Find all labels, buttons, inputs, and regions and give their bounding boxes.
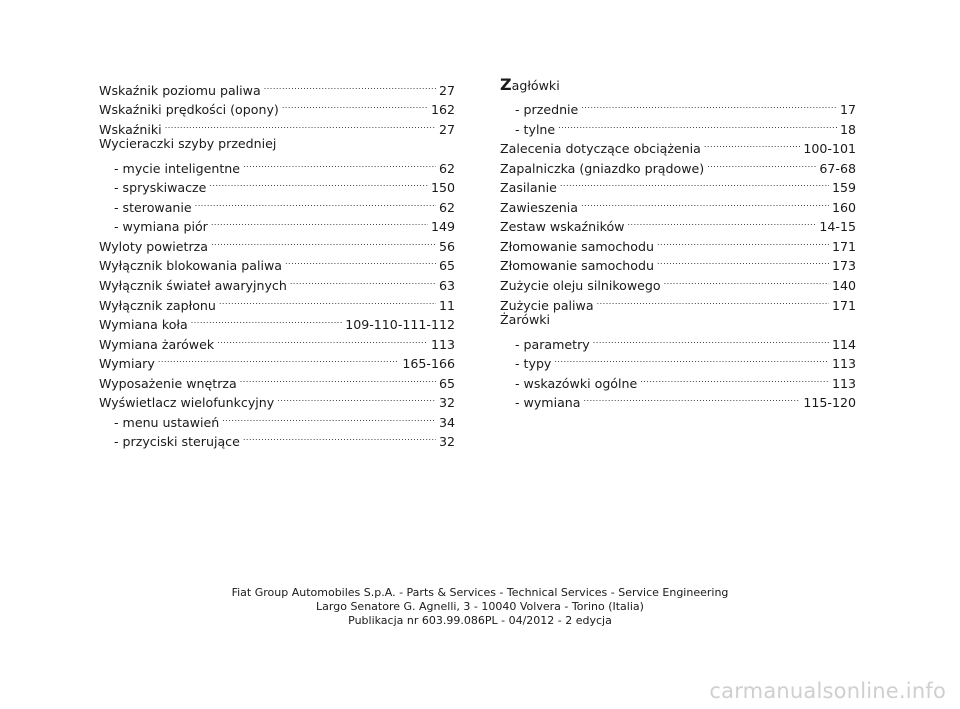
dot-leader	[211, 212, 428, 232]
entry-label: Wymiana koła	[99, 317, 188, 333]
dot-leader	[209, 173, 428, 193]
dot-leader	[664, 270, 829, 290]
index-entry	[99, 134, 455, 154]
dot-leader	[581, 192, 829, 212]
dot-leader	[581, 95, 837, 115]
section-heading-z	[500, 75, 856, 95]
entry-page-number: 165-166	[402, 356, 455, 372]
dot-leader	[640, 368, 829, 388]
index-column-left	[99, 75, 455, 450]
dot-leader	[597, 290, 829, 310]
dot-leader	[707, 153, 816, 173]
entry-page-number: 11	[438, 297, 455, 313]
entry-page-number: 114	[831, 336, 856, 352]
entry-label: Wyłącznik zapłonu	[99, 297, 216, 313]
entry-label: - wymiana	[515, 395, 581, 411]
footer-line-1: Fiat Group Automobiles S.p.A. - Parts & Services - Technical Services - Service Engineering	[231, 586, 729, 599]
entry-page-number: 162	[430, 102, 455, 118]
entry-page-number: 150	[430, 180, 455, 196]
dot-leader	[191, 310, 342, 330]
dot-leader	[628, 212, 817, 232]
watermark: carmanualsonline.info	[709, 679, 946, 703]
entry-label: - typy	[515, 356, 552, 372]
entry-page-number: 17	[839, 102, 856, 118]
dot-leader	[583, 388, 800, 408]
entry-label: - wymiana piór	[114, 219, 208, 235]
dot-leader	[560, 173, 829, 193]
entry-page-number: 34	[438, 414, 455, 430]
entry-label: Złomowanie samochodu	[500, 238, 654, 254]
index-entries-right	[500, 95, 856, 411]
entry-label: Wyloty powietrza	[99, 238, 208, 254]
entry-label: Żarówki	[500, 311, 551, 327]
entry-page-number: 65	[438, 375, 455, 391]
entry-label: - menu ustawień	[114, 414, 220, 430]
entry-label: Wyposażenie wnętrza	[99, 375, 237, 391]
entry-page-number: 14-15	[819, 219, 856, 235]
footer-line-2: Largo Senatore G. Agnelli, 3 - 10040 Volvera - Torino (Italia)	[316, 600, 644, 613]
entry-label: - przyciski sterujące	[114, 434, 240, 450]
dot-leader	[657, 251, 829, 271]
entry-page-number: 149	[430, 219, 455, 235]
entry-label: - wskazówki ogólne	[515, 375, 638, 391]
footer-line-3: Publikacja nr 603.99.086PL - 04/2012 - 2 edycja	[348, 614, 612, 627]
entry-page-number: 109-110-111-112	[345, 317, 455, 333]
entry-page-number: 113	[831, 356, 856, 372]
entry-page-number: 171	[831, 238, 856, 254]
entry-page-number: 63	[438, 278, 455, 294]
entry-page-number: 113	[430, 336, 455, 352]
publisher-footer	[0, 586, 960, 628]
entry-label: Wymiana żarówek	[99, 336, 215, 352]
entry-page-number: 32	[438, 434, 455, 450]
entry-label: Zestaw wskaźników	[500, 219, 625, 235]
entry-label: Wskaźniki	[99, 121, 162, 137]
entry-label: - mycie inteligentne	[114, 160, 240, 176]
dot-leader	[222, 407, 436, 427]
index-entry	[500, 95, 856, 118]
dot-leader	[593, 329, 829, 349]
dot-leader	[657, 231, 829, 251]
dot-leader	[290, 270, 436, 290]
entry-label: - sterowanie	[114, 199, 192, 215]
dot-leader	[243, 427, 436, 447]
dot-leader	[704, 134, 800, 154]
index-entry	[500, 368, 856, 391]
entry-label: Wyłącznik blokowania paliwa	[99, 258, 282, 274]
entry-label: - parametry	[515, 336, 590, 352]
dot-leader	[240, 368, 436, 388]
entry-page-number: 27	[438, 82, 455, 98]
entry-label: Zapalniczka (gniazdko prądowe)	[500, 160, 705, 176]
entry-label: Złomowanie samochodu	[500, 258, 654, 274]
entry-page-number: 171	[831, 297, 856, 313]
entry-label: - tylne	[515, 121, 556, 137]
dot-leader	[158, 349, 400, 369]
entry-label: Wymiary	[99, 356, 155, 372]
entry-page-number: 62	[438, 199, 455, 215]
index-column-right	[500, 75, 856, 411]
dot-leader	[282, 95, 428, 115]
dot-leader	[285, 251, 436, 271]
dot-leader	[243, 153, 436, 173]
dot-leader	[217, 329, 428, 349]
entry-label: Wskaźnik poziomu paliwa	[99, 82, 261, 98]
entry-page-number: 65	[438, 258, 455, 274]
entry-page-number: 67-68	[819, 160, 856, 176]
entry-page-number: 100-101	[803, 141, 856, 157]
entry-label: - przednie	[515, 102, 579, 118]
entry-label: Zalecenia dotyczące obciążenia	[500, 141, 701, 157]
heading-rest: agłówki	[511, 78, 560, 93]
entry-label: Zużycie oleju silnikowego	[500, 278, 661, 294]
dot-leader	[165, 114, 436, 134]
entry-label: Wyświetlacz wielofunkcyjny	[99, 395, 275, 411]
dot-leader	[264, 75, 436, 95]
entry-label: Zawieszenia	[500, 199, 579, 215]
dot-leader	[277, 388, 436, 408]
entry-page-number: 18	[839, 121, 856, 137]
heading-initial: Z	[500, 75, 512, 94]
index-entry	[99, 75, 455, 98]
entry-page-number: 56	[438, 238, 455, 254]
entry-page-number: 173	[831, 258, 856, 274]
index-entry	[99, 153, 455, 176]
index-entry	[500, 329, 856, 352]
dot-leader	[219, 290, 436, 310]
dot-leader	[558, 114, 837, 134]
entry-page-number: 113	[831, 375, 856, 391]
entry-page-number: 160	[831, 199, 856, 215]
dot-leader	[195, 192, 436, 212]
entry-label: Zużycie paliwa	[500, 297, 594, 313]
entry-label: - spryskiwacze	[114, 180, 207, 196]
entry-page-number: 140	[831, 278, 856, 294]
entry-page-number: 27	[438, 121, 455, 137]
entry-label: Wskaźniki prędkości (opony)	[99, 102, 279, 118]
entry-page-number: 32	[438, 395, 455, 411]
dot-leader	[554, 349, 829, 369]
entry-page-number: 62	[438, 160, 455, 176]
entry-page-number: 115-120	[803, 395, 856, 411]
dot-leader	[211, 231, 436, 251]
entry-label: Zasilanie	[500, 180, 557, 196]
entry-label: Wycieraczki szyby przedniej	[99, 135, 277, 151]
entry-page-number: 159	[831, 180, 856, 196]
entry-label: Wyłącznik świateł awaryjnych	[99, 278, 287, 294]
